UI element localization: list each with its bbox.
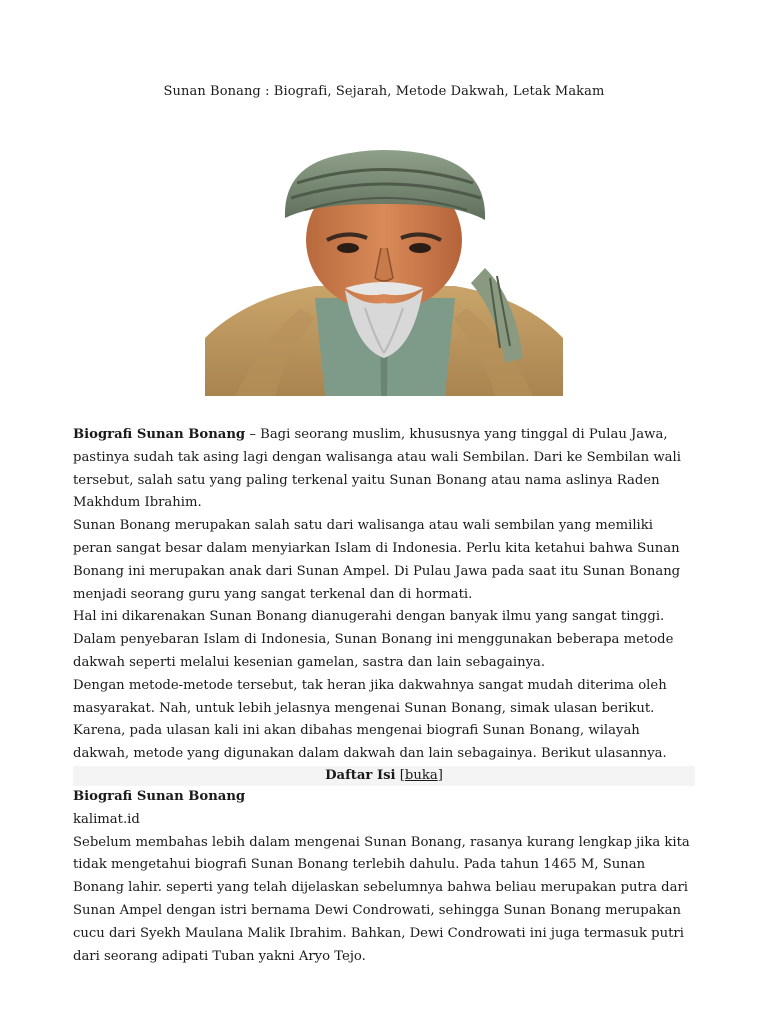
toc-open-bracket: [ bbox=[395, 767, 405, 783]
toc-label: Daftar Isi bbox=[325, 767, 396, 783]
table-of-contents bbox=[73, 766, 695, 786]
toc-toggle-link[interactable]: buka bbox=[404, 767, 438, 783]
paragraph-1: Sunan Bonang merupakan salah satu dari walisanga atau wali sembilan yang memiliki peran sangat besar dalam menyiarkan Islam di Indonesia. Perlu kita ketahui bahwa Sunan Bonang ini merupakan anak dari Sunan Ampel. Di Pulau Jawa pada saat itu Sunan Bonang menjadi seorang guru yang sangat terkenal dan di hormati. bbox=[73, 518, 681, 602]
source-caption: kalimat.id bbox=[73, 811, 140, 827]
intro-text: – Bagi seorang muslim, khususnya yang tinggal di Pulau Jawa, pastinya sudah tak asing lagi dengan walisanga atau wali Sembilan. Dari ke Sembilan wali tersebut, salah satu yang paling terkenal yaitu Sunan Bonang atau nama aslinya Raden Makhdum Ibrahim. bbox=[73, 427, 681, 511]
intro-paragraph bbox=[73, 424, 695, 515]
article-body bbox=[73, 424, 695, 968]
intro-lead: Biografi Sunan Bonang bbox=[73, 427, 246, 442]
page-title: Sunan Bonang : Biografi, Sejarah, Metode Dakwah, Letak Makam bbox=[163, 84, 605, 99]
section-heading: Biografi Sunan Bonang bbox=[73, 788, 246, 804]
sunan-bonang-portrait bbox=[205, 148, 563, 396]
section-paragraph: Sebelum membahas lebih dalam mengenai Sunan Bonang, rasanya kurang lengkap jika kita tidak mengetahui biografi Sunan Bonang terlebih dahulu. Pada tahun 1465 M, Sunan Bonang lahir. seperti yang telah dijelaskan sebelumnya bahwa beliau merupakan putra dari Sunan Ampel dengan istri bernama Dewi Condrowati, sehingga Sunan Bonang merupakan cucu dari Syekh Maulana Malik Ibrahim. Bahkan, Dewi Condrowati ini juga termasuk putri dari seorang adipati Tuban yakni Aryo Tejo. bbox=[73, 834, 690, 964]
paragraph-2: Hal ini dikarenakan Sunan Bonang dianugerahi dengan banyak ilmu yang sangat tinggi. Dalam penyebaran Islam di Indonesia, Sunan Bonang ini menggunakan beberapa metode dakwah seperti melalui kesenian gamelan, sastra dan lain sebagainya. bbox=[73, 609, 674, 670]
toc-close-bracket: ] bbox=[437, 767, 443, 783]
paragraph-3: Dengan metode-metode tersebut, tak heran jika dakwahnya sangat mudah diterima oleh masyarakat. Nah, untuk lebih jelasnya mengenai Sunan Bonang, simak ulasan berikut. Karena, pada ulasan kali ini akan dibahas mengenai biografi Sunan Bonang, wilayah dakwah, metode yang digunakan dalam dakwah dan lain sebagainya. Berikut ulasannya. bbox=[73, 677, 667, 762]
